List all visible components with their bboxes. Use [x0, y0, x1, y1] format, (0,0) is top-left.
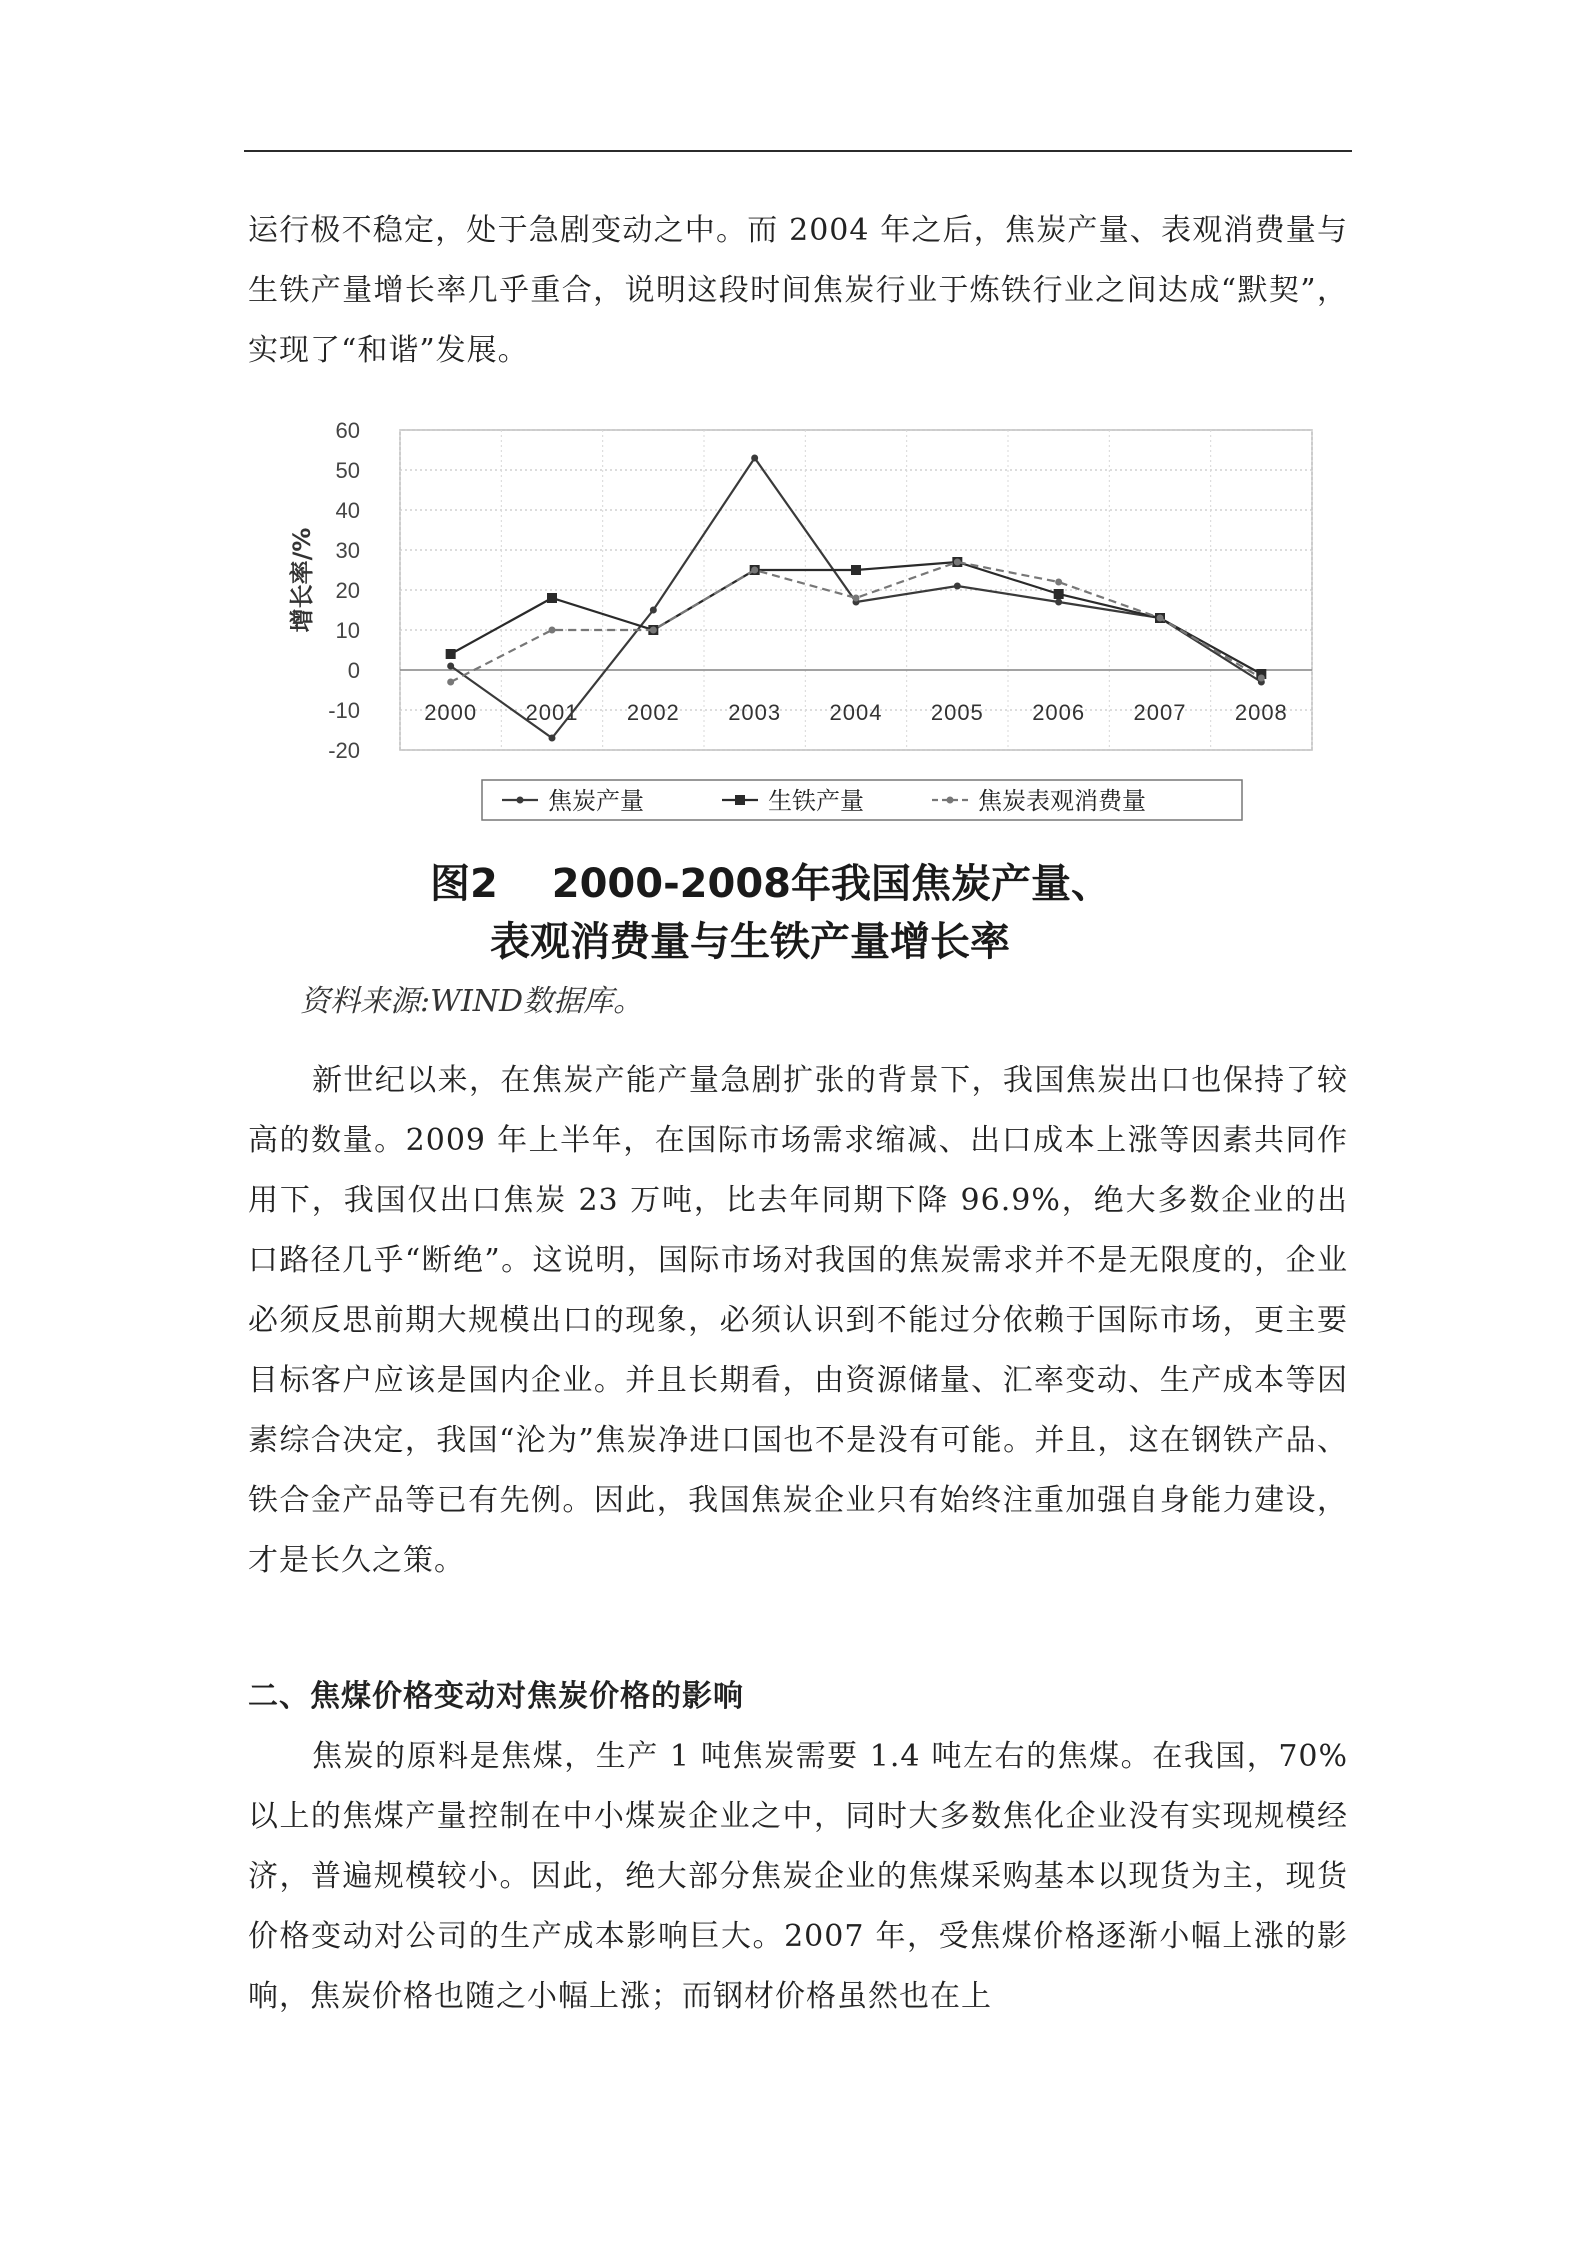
x-tick-label: 2007 — [1133, 700, 1187, 725]
series-line — [451, 562, 1262, 674]
data-point — [853, 595, 860, 602]
figure-title-line-1: 图2 2000-2008年我国焦炭产量、 — [430, 861, 1112, 907]
y-tick-label: 50 — [335, 458, 360, 483]
data-point — [1055, 599, 1062, 606]
data-point — [549, 735, 556, 742]
y-tick-label: -10 — [328, 698, 360, 723]
data-point — [954, 559, 961, 566]
y-tick-label: 0 — [347, 658, 360, 683]
x-tick-label: 2003 — [728, 700, 782, 725]
data-point — [851, 565, 861, 575]
legend-label: 焦炭表观消费量 — [978, 787, 1146, 815]
data-point — [447, 663, 454, 670]
data-point — [650, 607, 657, 614]
y-tick-label: 10 — [335, 618, 360, 643]
x-tick-label: 2002 — [626, 700, 680, 725]
data-point — [751, 567, 758, 574]
paragraph-1: 运行极不稳定，处于急剧变动之中。而 2004 年之后，焦炭产量、表观消费量与生铁产量增长率几乎重合，说明这段时间焦炭行业于炼铁行业之间达成“默契”，实现了“和谐”发展。 — [248, 213, 1348, 368]
legend-label: 生铁产量 — [768, 787, 864, 815]
paragraph-3: 焦炭的原料是焦煤，生产 1 吨焦炭需要 1.4 吨左右的焦煤。在我国，70% 以上的焦煤产量控制在中小煤炭企业之中，同时大多数焦化企业没有实现规模经济，普遍规模较小。因此，绝大部分焦炭企业的焦煤采购基本以现货为主，现货价格变动对公司的生产成本影响巨大。2007 年，受焦煤价格逐渐小幅上涨的影响，焦炭价格也随之小幅上涨；而钢材价格虽然也在上 — [248, 1739, 1348, 2014]
x-tick-label: 2000 — [424, 700, 478, 725]
header-rule — [244, 150, 1352, 152]
legend-marker — [735, 795, 745, 805]
y-axis-label: 增长率/% — [288, 527, 316, 633]
figure-source: 资料来源:WIND数据库。 — [300, 984, 644, 1019]
paragraph-2: 新世纪以来，在焦炭产能产量急剧扩张的背景下，我国焦炭出口也保持了较高的数量。2009 年上半年，在国际市场需求缩减、出口成本上涨等因素共同作用下，我国仅出口焦炭 23 万吨，比去年同期下降 96.9%，绝大多数企业的出口路径几乎“断绝”。这说明，国际市场对我国的焦炭需求并不是无限度的，企业必须反思前期大规模出口的现象，必须认识到不能过分依赖于国际市场，更主要目标客户应该是国内企业。并且长期看，由资源储量、汇率变动、生产成本等因素综合决定，我国“沦为”焦炭净进口国也不是没有可能。并且，这在钢铁产品、铁合金产品等已有先例。因此，我国焦炭企业只有始终注重加强自身能力建设，才是长久之策。 — [248, 1063, 1348, 1578]
x-tick-label: 2005 — [930, 700, 984, 725]
x-tick-label: 2001 — [525, 700, 579, 725]
data-point — [1157, 615, 1164, 622]
x-tick-label: 2008 — [1234, 700, 1288, 725]
data-point — [1258, 675, 1265, 682]
data-point — [751, 455, 758, 462]
x-tick-label: 2004 — [829, 700, 883, 725]
data-point — [547, 593, 557, 603]
data-point — [954, 583, 961, 590]
x-tick-label: 2006 — [1032, 700, 1086, 725]
data-point — [1054, 589, 1064, 599]
legend-label: 焦炭产量 — [548, 787, 644, 815]
y-tick-label: 60 — [335, 418, 360, 443]
series-line — [451, 562, 1262, 682]
y-tick-label: -20 — [328, 738, 360, 763]
chart-svg — [272, 410, 1322, 830]
data-point — [446, 649, 456, 659]
data-point — [549, 627, 556, 634]
data-point — [447, 679, 454, 686]
y-tick-label: 40 — [335, 498, 360, 523]
y-tick-label: 30 — [335, 538, 360, 563]
growth-rate-chart — [272, 410, 1322, 830]
legend-marker — [517, 797, 524, 804]
figure-title-line-2: 表观消费量与生铁产量增长率 — [490, 919, 1010, 965]
y-tick-label: 20 — [335, 578, 360, 603]
data-point — [650, 627, 657, 634]
section-heading: 二、焦煤价格变动对焦炭价格的影响 — [248, 1679, 744, 1714]
legend-marker — [947, 797, 954, 804]
data-point — [1055, 579, 1062, 586]
